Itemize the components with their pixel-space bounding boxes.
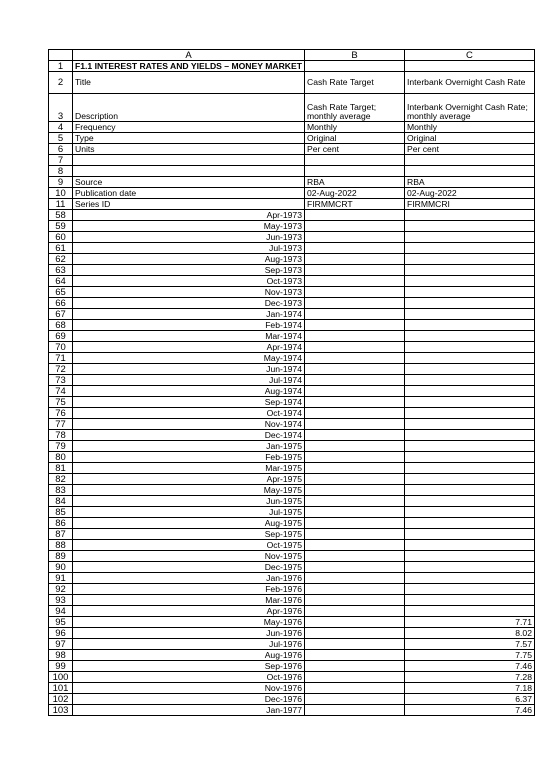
data-row	[49, 298, 535, 309]
cash-rate-target-cell[interactable]	[304, 650, 404, 661]
header-row	[49, 188, 535, 199]
interbank-rate-cell[interactable]	[404, 463, 534, 474]
date-cell[interactable]: Dec-1976	[73, 694, 305, 705]
data-row	[49, 309, 535, 320]
interbank-rate-cell[interactable]	[404, 584, 534, 595]
cash-rate-target-cell[interactable]	[304, 573, 404, 584]
row-number[interactable]: 101	[49, 683, 73, 694]
interbank-rate-cell[interactable]	[404, 331, 534, 342]
cell-a[interactable]	[73, 166, 305, 177]
header-row	[49, 94, 535, 122]
cell-c[interactable]: RBA	[404, 177, 534, 188]
data-row	[49, 496, 535, 507]
data-row	[49, 276, 535, 287]
interbank-rate-cell[interactable]	[404, 210, 534, 221]
interbank-rate-cell[interactable]	[404, 529, 534, 540]
sheet-body	[49, 61, 535, 716]
cash-rate-target-cell[interactable]	[304, 562, 404, 573]
interbank-rate-cell[interactable]: 7.75	[404, 650, 534, 661]
row-number[interactable]: 82	[49, 474, 73, 485]
date-cell[interactable]: Apr-1975	[73, 474, 305, 485]
cell-a[interactable]: Publication date	[73, 188, 305, 199]
data-row	[49, 529, 535, 540]
row-number[interactable]: 59	[49, 221, 73, 232]
row-number[interactable]: 62	[49, 254, 73, 265]
cash-rate-target-cell[interactable]	[304, 694, 404, 705]
date-cell[interactable]: Sep-1976	[73, 661, 305, 672]
interbank-rate-cell[interactable]	[404, 551, 534, 562]
cell-a[interactable]: Series ID	[73, 199, 305, 210]
interbank-rate-cell[interactable]	[404, 573, 534, 584]
interbank-rate-cell[interactable]: 7.71	[404, 617, 534, 628]
data-row	[49, 408, 535, 419]
corner-cell[interactable]	[49, 50, 73, 61]
row-number[interactable]: 89	[49, 551, 73, 562]
cash-rate-target-cell[interactable]	[304, 375, 404, 386]
cell-c[interactable]: Original	[404, 133, 534, 144]
data-row	[49, 452, 535, 463]
cash-rate-target-cell[interactable]	[304, 705, 404, 716]
data-row	[49, 265, 535, 276]
interbank-rate-cell[interactable]: 7.28	[404, 672, 534, 683]
row-number[interactable]: 97	[49, 639, 73, 650]
data-row	[49, 353, 535, 364]
header-row	[49, 61, 535, 72]
cash-rate-target-cell[interactable]	[304, 309, 404, 320]
interbank-rate-cell[interactable]	[404, 386, 534, 397]
date-cell[interactable]: Oct-1976	[73, 672, 305, 683]
row-number[interactable]: 85	[49, 507, 73, 518]
cash-rate-target-cell[interactable]	[304, 441, 404, 452]
date-cell[interactable]: Feb-1975	[73, 452, 305, 463]
date-cell[interactable]: Aug-1976	[73, 650, 305, 661]
row-number[interactable]: 67	[49, 309, 73, 320]
interbank-rate-cell[interactable]	[404, 375, 534, 386]
interbank-rate-cell[interactable]	[404, 254, 534, 265]
row-number[interactable]: 1	[49, 61, 73, 72]
row-number[interactable]: 2	[49, 72, 73, 94]
cash-rate-target-cell[interactable]	[304, 540, 404, 551]
cell-b[interactable]: Cash Rate Target	[304, 72, 404, 94]
interbank-rate-cell[interactable]	[404, 342, 534, 353]
interbank-rate-cell[interactable]: 8.02	[404, 628, 534, 639]
interbank-rate-cell[interactable]	[404, 540, 534, 551]
cash-rate-target-cell[interactable]	[304, 386, 404, 397]
date-cell[interactable]: Oct-1975	[73, 540, 305, 551]
row-number[interactable]: 83	[49, 485, 73, 496]
row-number[interactable]: 88	[49, 540, 73, 551]
cell-a[interactable]: Description	[73, 94, 305, 122]
header-row	[49, 122, 535, 133]
cell-b[interactable]: RBA	[304, 177, 404, 188]
row-number[interactable]: 79	[49, 441, 73, 452]
date-cell[interactable]: Sep-1973	[73, 265, 305, 276]
date-cell[interactable]: Dec-1973	[73, 298, 305, 309]
cell-c[interactable]: Interbank Overnight Cash Rate; monthly average	[404, 94, 534, 122]
row-number[interactable]: 5	[49, 133, 73, 144]
row-number[interactable]: 3	[49, 94, 73, 122]
row-number[interactable]: 70	[49, 342, 73, 353]
cash-rate-target-cell[interactable]	[304, 628, 404, 639]
data-row	[49, 221, 535, 232]
date-cell[interactable]: Jul-1973	[73, 243, 305, 254]
date-cell[interactable]: Jun-1973	[73, 232, 305, 243]
interbank-rate-cell[interactable]	[404, 518, 534, 529]
data-row	[49, 540, 535, 551]
date-cell[interactable]: Feb-1974	[73, 320, 305, 331]
row-number[interactable]: 84	[49, 496, 73, 507]
interbank-rate-cell[interactable]	[404, 562, 534, 573]
spreadsheet	[48, 49, 535, 716]
interbank-rate-cell[interactable]: 6.37	[404, 694, 534, 705]
interbank-rate-cell[interactable]	[404, 474, 534, 485]
date-cell[interactable]: Dec-1974	[73, 430, 305, 441]
date-cell[interactable]: May-1976	[73, 617, 305, 628]
cell-c[interactable]: Monthly	[404, 122, 534, 133]
row-number[interactable]: 94	[49, 606, 73, 617]
cash-rate-target-cell[interactable]	[304, 232, 404, 243]
date-cell[interactable]: Aug-1973	[73, 254, 305, 265]
interbank-rate-cell[interactable]	[404, 397, 534, 408]
data-row	[49, 386, 535, 397]
date-cell[interactable]: Oct-1974	[73, 408, 305, 419]
row-number[interactable]: 102	[49, 694, 73, 705]
row-number[interactable]: 86	[49, 518, 73, 529]
cash-rate-target-cell[interactable]	[304, 408, 404, 419]
row-number[interactable]: 8	[49, 166, 73, 177]
cash-rate-target-cell[interactable]	[304, 507, 404, 518]
cell-a[interactable]: F1.1 INTEREST RATES AND YIELDS – MONEY MARKET	[73, 61, 305, 72]
cash-rate-target-cell[interactable]	[304, 639, 404, 650]
date-cell[interactable]: Jan-1977	[73, 705, 305, 716]
data-row	[49, 485, 535, 496]
date-cell[interactable]: Apr-1976	[73, 606, 305, 617]
row-number[interactable]: 65	[49, 287, 73, 298]
cash-rate-target-cell[interactable]	[304, 452, 404, 463]
date-cell[interactable]: Jan-1976	[73, 573, 305, 584]
cash-rate-target-cell[interactable]	[304, 463, 404, 474]
cell-a[interactable]: Frequency	[73, 122, 305, 133]
cell-b[interactable]	[304, 155, 404, 166]
date-cell[interactable]: Jun-1974	[73, 364, 305, 375]
interbank-rate-cell[interactable]	[404, 298, 534, 309]
cell-b[interactable]: 02-Aug-2022	[304, 188, 404, 199]
interbank-rate-cell[interactable]	[404, 430, 534, 441]
date-cell[interactable]: Jan-1974	[73, 309, 305, 320]
column-header-c[interactable]: C	[404, 50, 534, 61]
date-cell[interactable]: Sep-1974	[73, 397, 305, 408]
data-row	[49, 650, 535, 661]
cash-rate-target-cell[interactable]	[304, 661, 404, 672]
cell-c[interactable]: FIRMMCRI	[404, 199, 534, 210]
cell-b[interactable]: Original	[304, 133, 404, 144]
data-row	[49, 606, 535, 617]
date-cell[interactable]: Nov-1975	[73, 551, 305, 562]
date-cell[interactable]: Mar-1975	[73, 463, 305, 474]
date-cell[interactable]: Jul-1975	[73, 507, 305, 518]
cash-rate-target-cell[interactable]	[304, 419, 404, 430]
interbank-rate-cell[interactable]	[404, 276, 534, 287]
data-row	[49, 331, 535, 342]
row-number[interactable]: 11	[49, 199, 73, 210]
cell-b[interactable]: Cash Rate Target; monthly average	[304, 94, 404, 122]
cell-b[interactable]	[304, 166, 404, 177]
cell-a[interactable]	[73, 155, 305, 166]
data-row	[49, 595, 535, 606]
row-number[interactable]: 61	[49, 243, 73, 254]
data-row	[49, 617, 535, 628]
row-number[interactable]: 74	[49, 386, 73, 397]
date-cell[interactable]: Nov-1973	[73, 287, 305, 298]
row-number[interactable]: 78	[49, 430, 73, 441]
row-number[interactable]: 98	[49, 650, 73, 661]
cash-rate-target-cell[interactable]	[304, 221, 404, 232]
interbank-rate-cell[interactable]	[404, 364, 534, 375]
date-cell[interactable]: May-1975	[73, 485, 305, 496]
data-row	[49, 287, 535, 298]
cell-b[interactable]: Monthly	[304, 122, 404, 133]
data-row	[49, 573, 535, 584]
cash-rate-target-cell[interactable]	[304, 683, 404, 694]
interbank-rate-cell[interactable]: 7.46	[404, 705, 534, 716]
cell-b[interactable]: FIRMMCRT	[304, 199, 404, 210]
data-row	[49, 342, 535, 353]
row-number[interactable]: 87	[49, 529, 73, 540]
data-row	[49, 694, 535, 705]
row-number[interactable]: 96	[49, 628, 73, 639]
interbank-rate-cell[interactable]	[404, 595, 534, 606]
column-header-row	[49, 50, 535, 61]
data-row	[49, 518, 535, 529]
interbank-rate-cell[interactable]	[404, 309, 534, 320]
cell-c[interactable]	[404, 61, 534, 72]
cell-a[interactable]: Units	[73, 144, 305, 155]
data-row	[49, 628, 535, 639]
row-number[interactable]: 100	[49, 672, 73, 683]
date-cell[interactable]: Apr-1973	[73, 210, 305, 221]
interbank-rate-cell[interactable]: 7.18	[404, 683, 534, 694]
row-number[interactable]: 95	[49, 617, 73, 628]
interbank-rate-cell[interactable]	[404, 408, 534, 419]
date-cell[interactable]: Nov-1976	[73, 683, 305, 694]
row-number[interactable]: 80	[49, 452, 73, 463]
cash-rate-target-cell[interactable]	[304, 210, 404, 221]
cash-rate-target-cell[interactable]	[304, 342, 404, 353]
data-row	[49, 210, 535, 221]
cell-c[interactable]	[404, 166, 534, 177]
row-number[interactable]: 72	[49, 364, 73, 375]
data-row	[49, 243, 535, 254]
row-number[interactable]: 90	[49, 562, 73, 573]
cash-rate-target-cell[interactable]	[304, 397, 404, 408]
data-row	[49, 463, 535, 474]
data-row	[49, 551, 535, 562]
data-row	[49, 430, 535, 441]
row-number[interactable]: 75	[49, 397, 73, 408]
date-cell[interactable]: Mar-1974	[73, 331, 305, 342]
interbank-rate-cell[interactable]	[404, 221, 534, 232]
cash-rate-target-cell[interactable]	[304, 254, 404, 265]
header-row	[49, 144, 535, 155]
cash-rate-target-cell[interactable]	[304, 496, 404, 507]
data-row	[49, 254, 535, 265]
row-number[interactable]: 10	[49, 188, 73, 199]
data-row	[49, 441, 535, 452]
cell-c[interactable]: Per cent	[404, 144, 534, 155]
cash-rate-target-cell[interactable]	[304, 595, 404, 606]
row-number[interactable]: 66	[49, 298, 73, 309]
data-row	[49, 507, 535, 518]
cash-rate-target-cell[interactable]	[304, 529, 404, 540]
interbank-rate-cell[interactable]	[404, 441, 534, 452]
cash-rate-target-cell[interactable]	[304, 243, 404, 254]
date-cell[interactable]: Aug-1974	[73, 386, 305, 397]
cash-rate-target-cell[interactable]	[304, 485, 404, 496]
data-row	[49, 232, 535, 243]
row-number[interactable]: 81	[49, 463, 73, 474]
cell-b[interactable]: Per cent	[304, 144, 404, 155]
date-cell[interactable]: Aug-1975	[73, 518, 305, 529]
interbank-rate-cell[interactable]	[404, 320, 534, 331]
data-row	[49, 584, 535, 595]
data-row	[49, 474, 535, 485]
data-row	[49, 320, 535, 331]
row-number[interactable]: 76	[49, 408, 73, 419]
data-row	[49, 705, 535, 716]
row-number[interactable]: 99	[49, 661, 73, 672]
interbank-rate-cell[interactable]: 7.46	[404, 661, 534, 672]
interbank-rate-cell[interactable]	[404, 243, 534, 254]
row-number[interactable]: 4	[49, 122, 73, 133]
cash-rate-target-cell[interactable]	[304, 672, 404, 683]
row-number[interactable]: 77	[49, 419, 73, 430]
date-cell[interactable]: Jul-1976	[73, 639, 305, 650]
date-cell[interactable]: May-1973	[73, 221, 305, 232]
data-row	[49, 397, 535, 408]
cash-rate-target-cell[interactable]	[304, 331, 404, 342]
cash-rate-target-cell[interactable]	[304, 584, 404, 595]
data-row	[49, 639, 535, 650]
cash-rate-target-cell[interactable]	[304, 474, 404, 485]
cash-rate-target-cell[interactable]	[304, 265, 404, 276]
row-number[interactable]: 93	[49, 595, 73, 606]
row-number[interactable]: 6	[49, 144, 73, 155]
cell-a[interactable]: Type	[73, 133, 305, 144]
interbank-rate-cell[interactable]	[404, 496, 534, 507]
cash-rate-target-cell[interactable]	[304, 518, 404, 529]
row-number[interactable]: 103	[49, 705, 73, 716]
date-cell[interactable]: Jan-1975	[73, 441, 305, 452]
data-row	[49, 672, 535, 683]
interbank-rate-cell[interactable]	[404, 232, 534, 243]
interbank-rate-cell[interactable]	[404, 265, 534, 276]
header-row	[49, 166, 535, 177]
header-row	[49, 155, 535, 166]
column-header-b[interactable]: B	[304, 50, 404, 61]
row-number[interactable]: 7	[49, 155, 73, 166]
interbank-rate-cell[interactable]	[404, 507, 534, 518]
interbank-rate-cell[interactable]	[404, 287, 534, 298]
date-cell[interactable]: Feb-1976	[73, 584, 305, 595]
data-row	[49, 683, 535, 694]
row-number[interactable]: 64	[49, 276, 73, 287]
cash-rate-target-cell[interactable]	[304, 617, 404, 628]
header-row	[49, 199, 535, 210]
cash-rate-target-cell[interactable]	[304, 551, 404, 562]
interbank-rate-cell[interactable]	[404, 606, 534, 617]
date-cell[interactable]: Dec-1975	[73, 562, 305, 573]
cash-rate-target-cell[interactable]	[304, 287, 404, 298]
cash-rate-target-cell[interactable]	[304, 353, 404, 364]
date-cell[interactable]: Oct-1973	[73, 276, 305, 287]
row-number[interactable]: 60	[49, 232, 73, 243]
date-cell[interactable]: Jun-1975	[73, 496, 305, 507]
row-number[interactable]: 68	[49, 320, 73, 331]
date-cell[interactable]: Sep-1975	[73, 529, 305, 540]
cash-rate-target-cell[interactable]	[304, 298, 404, 309]
cell-a[interactable]: Title	[73, 72, 305, 94]
column-header-a[interactable]: A	[73, 50, 305, 61]
cell-c[interactable]	[404, 155, 534, 166]
header-row	[49, 177, 535, 188]
row-number[interactable]: 91	[49, 573, 73, 584]
cash-rate-target-cell[interactable]	[304, 364, 404, 375]
data-row	[49, 375, 535, 386]
interbank-rate-cell[interactable]	[404, 452, 534, 463]
cash-rate-target-cell[interactable]	[304, 430, 404, 441]
row-number[interactable]: 92	[49, 584, 73, 595]
cell-a[interactable]: Source	[73, 177, 305, 188]
row-number[interactable]: 71	[49, 353, 73, 364]
date-cell[interactable]: Jun-1976	[73, 628, 305, 639]
row-number[interactable]: 58	[49, 210, 73, 221]
cell-c[interactable]: 02-Aug-2022	[404, 188, 534, 199]
row-number[interactable]: 9	[49, 177, 73, 188]
date-cell[interactable]: Jul-1974	[73, 375, 305, 386]
date-cell[interactable]: Nov-1974	[73, 419, 305, 430]
header-row	[49, 133, 535, 144]
date-cell[interactable]: Apr-1974	[73, 342, 305, 353]
interbank-rate-cell[interactable]	[404, 485, 534, 496]
cell-c[interactable]: Interbank Overnight Cash Rate	[404, 72, 534, 94]
interbank-rate-cell[interactable]	[404, 419, 534, 430]
data-row	[49, 364, 535, 375]
row-number[interactable]: 63	[49, 265, 73, 276]
header-row	[49, 72, 535, 94]
cash-rate-target-cell[interactable]	[304, 606, 404, 617]
date-cell[interactable]: Mar-1976	[73, 595, 305, 606]
cash-rate-target-cell[interactable]	[304, 276, 404, 287]
data-row	[49, 562, 535, 573]
data-row	[49, 661, 535, 672]
interbank-rate-cell[interactable]: 7.57	[404, 639, 534, 650]
row-number[interactable]: 73	[49, 375, 73, 386]
cash-rate-target-cell[interactable]	[304, 320, 404, 331]
row-number[interactable]: 69	[49, 331, 73, 342]
cell-b[interactable]	[304, 61, 404, 72]
data-row	[49, 419, 535, 430]
date-cell[interactable]: May-1974	[73, 353, 305, 364]
interbank-rate-cell[interactable]	[404, 353, 534, 364]
